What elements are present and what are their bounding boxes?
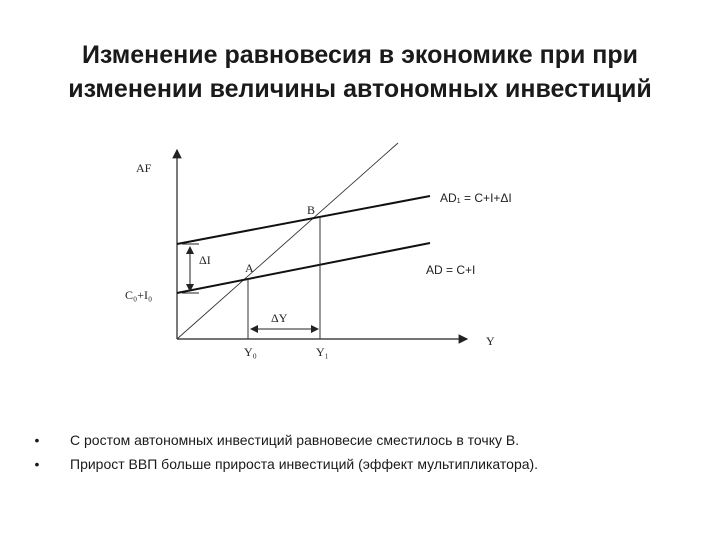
bullet-marker: • (34, 456, 40, 472)
delta-i-label: ΔI (199, 253, 211, 267)
45-degree-line (177, 143, 398, 339)
delta-y-label: ΔY (271, 311, 288, 325)
delta-i-arrow-up (186, 246, 194, 254)
ad-line (177, 243, 430, 293)
ad1-line (177, 196, 430, 244)
bullet-item (30, 428, 690, 452)
point-b-label: B (307, 203, 316, 217)
bullet-marker: • (34, 432, 40, 448)
bullet-text-1: С ростом автономных инвестиций равновесие сместилось в точку В. (70, 432, 520, 448)
y-axis-label: AF (136, 161, 152, 175)
delta-y-arrow-right (311, 325, 319, 333)
bullet-list (30, 428, 690, 476)
x-axis-label: Y (486, 334, 495, 348)
ad-label: AD = C+I (426, 263, 476, 277)
bullet-item (30, 452, 690, 476)
y1-label: Y₁ (316, 345, 329, 359)
point-a-label: A (245, 261, 254, 275)
ad1-label: AD₁ = C+I+ΔI (440, 191, 512, 205)
title-line-2: изменении величины автономных инвестиций (68, 75, 652, 103)
intercept-label: C₀+I₀ (125, 288, 153, 302)
title-line-1: Изменение равновесия в экономике при при (81, 41, 639, 69)
y0-label: Y₀ (244, 345, 257, 359)
bullet-text-2: Прирост ВВП больше прироста инвестиций (эффект мультипликатора). (70, 456, 539, 472)
delta-y-arrow-left (250, 325, 258, 333)
